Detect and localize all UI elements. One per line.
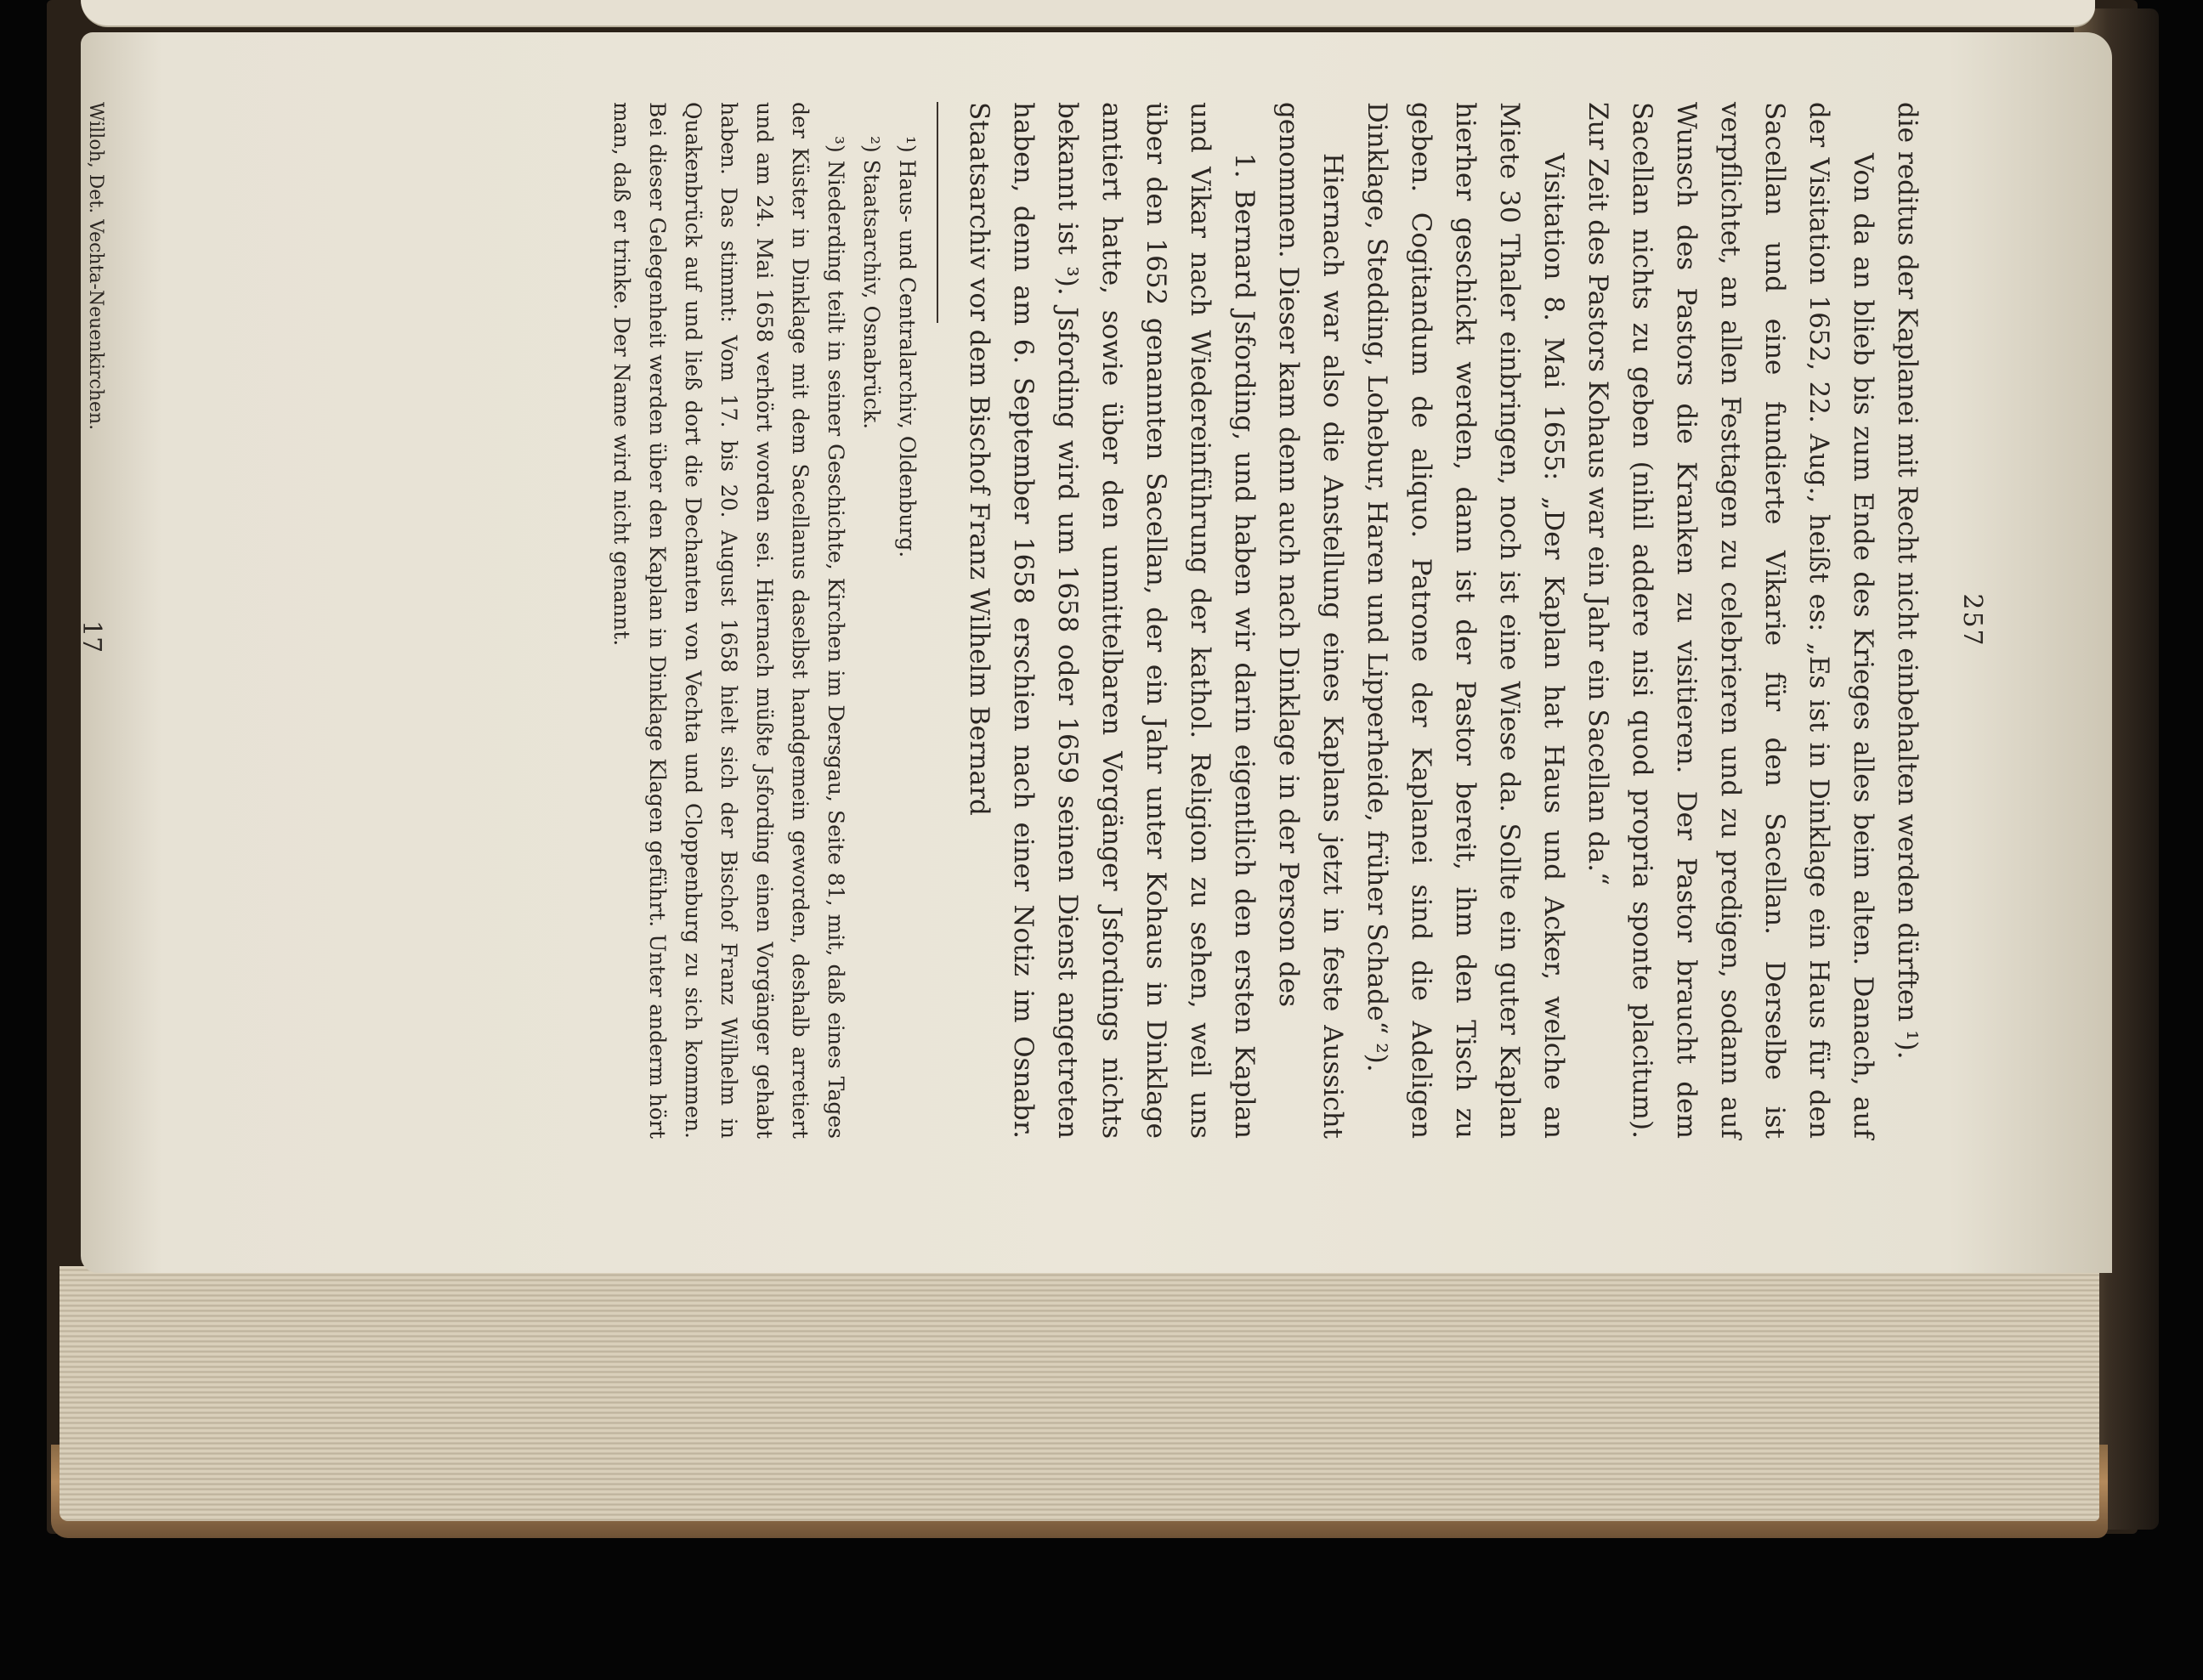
- footnote: ³) Niederding teilt in seiner Geschichte, Kirchen im Dersgau, Seite 81, mit, daß eines Tages der Küster in Dinklage mit dem Sacellanus daselbst handgemein geworden, deshalb arretiert und am 24. Mai 1658 verhört worden sei. Hiernach müßte Jsfording einen Vorgänger gehabt haben. Das stimmt: Vom 17. bis 20. August 1658 hielt sich der Bischof Franz Wilhelm in Quakenbrück auf und ließ dort die Dechanten von Vechta und Cloppenburg zu sich kommen. Bei dieser Gelegenheit werden über den Kaplan in Dinklage Klagen geführt. Unter anderm hört man, daß er trinke. Der Name wird nicht genannt.: [609, 102, 848, 1139]
- printer-signature: Willoh, Det. Vechta-Neuenkirchen.: [85, 102, 106, 431]
- paragraph: 1. Bernard Jsfording, und haben wir darin eigentlich den ersten Kaplan und Vikar nach Wiedereinführung der kathol. Religion zu sehen, weil uns über den 1652 genannten Sacellan, der ein Jahr unter Kohaus in Dinklage amtiert hatte, sowie über den unmittelbaren Vorgänger Jsfordings nichts bekannt ist ³). Jsfording wird um 1658 oder 1659 seinen Dienst angetreten haben, denn am 6. September 1658 erschien nach einer Notiz im Osnabr. Staatsarchiv vor dem Bischof Franz Wilhelm Bernard: [964, 102, 1260, 1139]
- footnotes: [603, 102, 925, 1139]
- footnote: ²) Staatsarchiv, Osnabrück.: [859, 136, 884, 430]
- footnote-rule: [937, 102, 938, 323]
- page-edges: [59, 1266, 2099, 1521]
- footnote: ¹) Haus- und Centralarchiv, Oldenburg.: [895, 136, 920, 558]
- previous-page-edge: [81, 0, 2095, 27]
- rotated-text-block: [34, 42, 2006, 1198]
- sheet-number: 17: [76, 620, 106, 653]
- page-number: 257: [1957, 593, 1987, 648]
- paragraph: Visitation 8. Mai 1655: „Der Kaplan hat Haus und Acker, welche an Miete 30 Thaler einbringen, noch ist eine Wiese da. Sollte ein guter Kaplan hierher geschickt werden, dann ist der Pastor bereit, ihm den Tisch zu geben. Cogitandum de aliquo. Patrone der Kaplanei sind die Adeligen Dinklage, Stedding, Lohebur, Haren und Lipperheide, früher Schade“ ²).: [1362, 102, 1569, 1139]
- paragraph: die reditus der Kaplanei mit Recht nicht einbehalten werden dürften ¹).: [1892, 102, 1923, 1060]
- paragraph: Hiernach war also die Anstellung eines Kaplans jetzt in feste Aussicht genommen. Dieser kam denn auch nach Dinklage in der Person des: [1273, 102, 1348, 1139]
- paragraph: Von da an blieb bis zum Ende des Krieges alles beim alten. Danach, auf der Visitation 1652, 22. Aug., heißt es: „Es ist in Dinklage ein Haus für den Sacellan und eine fundierte Vikarie für den Sacellan. Derselbe ist verpflichtet, an allen Festtagen zu celebrieren und zu predigen, sodann auf Wunsch des Pastors die Kranken zu visitieren. Der Pastor braucht dem Sacellan nichts zu geben (nihil addere nisi quod propria sponte placitum). Zur Zeit des Pastors Kohaus war ein Jahr ein Sacellan da.“: [1583, 102, 1878, 1139]
- body-text: [603, 102, 1929, 1139]
